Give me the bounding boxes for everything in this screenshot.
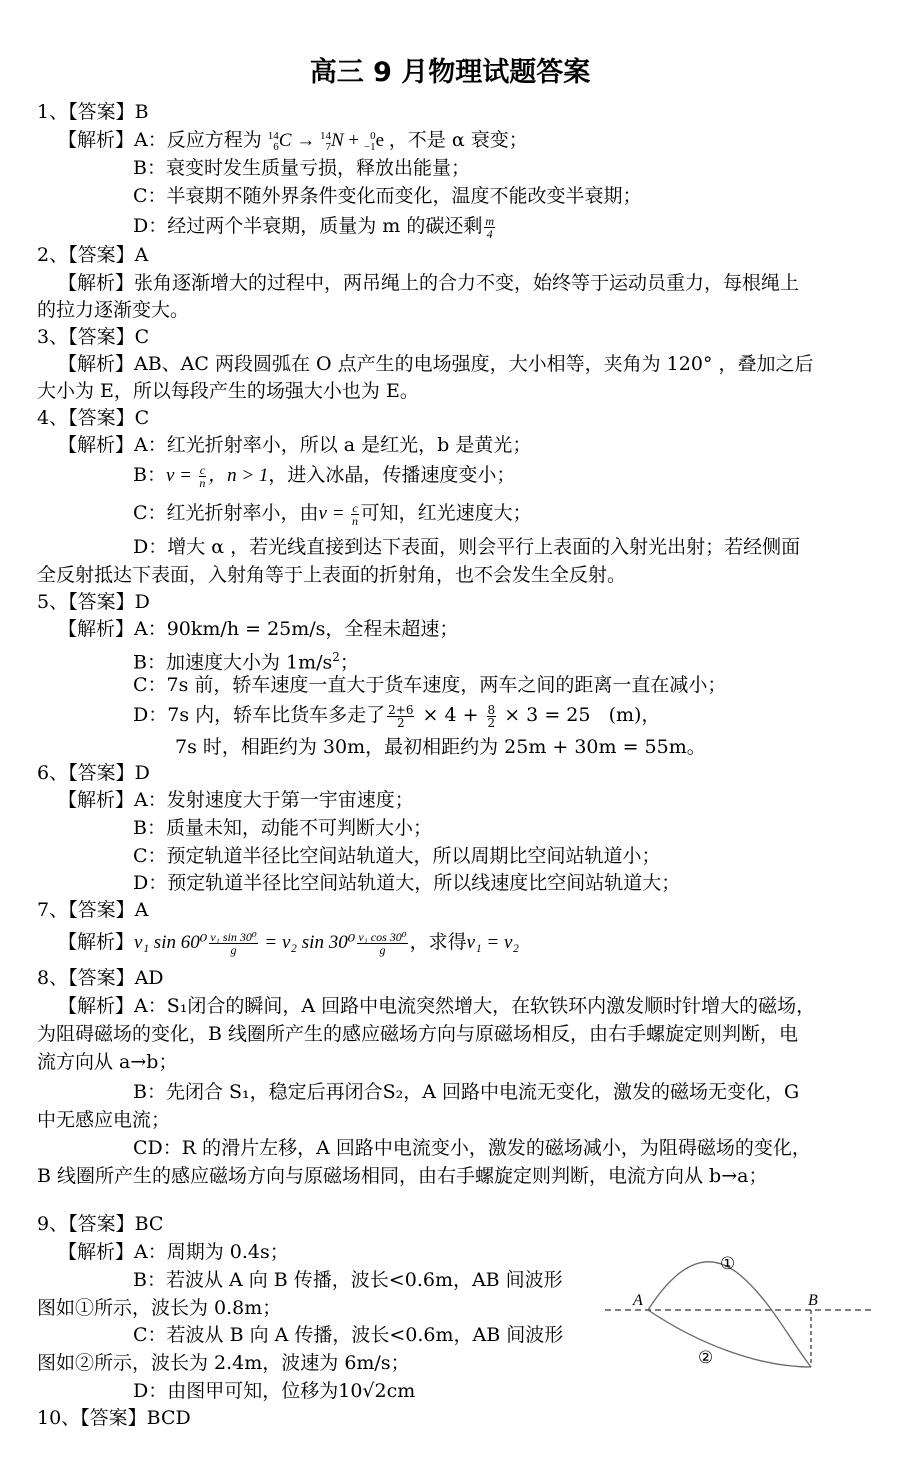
q5-explanation-d2: 7s 时，相距约为 30m，最初相距约为 25m + 30m = 55m。: [175, 736, 706, 758]
q10-answer: 10、【答案】BCD: [37, 1407, 191, 1429]
q6-explanation-b: B：质量未知，动能不可判断大小；: [133, 817, 432, 839]
q8-explanation-3: 流方向从 a→b；: [37, 1051, 178, 1073]
q8-explanation-b2: 中无感应电流；: [37, 1109, 171, 1131]
q8-explanation-1: 【解析】A：S₁闭合的瞬间，A 回路中电流突然增大，在软铁环内激发顺时针增大的磁场，: [58, 995, 816, 1017]
q9-explanation-b1: B：若波从 A 向 B 传播，波长<0.6m，AB 间波形: [133, 1269, 563, 1291]
q6-explanation-d: D：预定轨道半径比空间站轨道大，所以线速度比空间站轨道大；: [133, 872, 681, 894]
q9-answer: 9、【答案】BC: [37, 1213, 164, 1235]
q4-explanation-d1: D：增大 α ，若光线直接到达下表面，则会平行上表面的入射光出射；若经侧面: [133, 536, 801, 558]
nuclear-equation: 14 6 C → 14 7 N + 0 −1 e: [267, 129, 385, 153]
q8-explanation-cd1: CD：R 的滑片左移，A 回路中电流变小，激发的磁场减小，为阻碍磁场的变化，: [133, 1137, 811, 1159]
q7-answer: 7、【答案】A: [37, 899, 149, 921]
q1-explanation-b: B：衰变时发生质量亏损，释放出能量；: [133, 157, 470, 179]
q5-explanation-d: D：7s 内，轿车比货车多走了 $\frac{2+6}{2}$ × 4 + $\frac{8}{2}$ × 3 = 25 (m)，: [133, 702, 661, 730]
q1-explanation-a: 【解析】A：反应方程为 14 6 C → 14 7 N + 0 −1 e ，不是 α 衰变；: [58, 129, 528, 153]
q4-explanation-d2: 全反射抵达下表面，入射角等于上表面的折射角，也不会发生全反射。: [37, 564, 627, 586]
q7-explanation: 【解析】v₁ sin 60⁰ $\frac{\text{v₁ sin 30⁰}}{g}$ = v₂ sin 30⁰ $\frac{\text{v₁ cos 30⁰}}{g}$ ，求得v₁ = v₂: [58, 929, 520, 957]
q9-explanation-d: D：由图甲可知，位移为10√2cm: [133, 1380, 416, 1402]
curve-1-label: ①: [720, 1254, 736, 1274]
q4-explanation-b: B：v = $\frac{c}{n}$ ，n > 1，进入冰晶，传播速度变小；: [133, 462, 516, 490]
q8-explanation-b1: B：先闭合 S₁，稳定后再闭合S₂，A 回路中电流无变化，激发的磁场无变化，G: [133, 1081, 800, 1103]
q4-explanation-c: C：红光折射率小，由v = $\frac{c}{n}$ 可知，红光速度大；: [133, 500, 532, 528]
q3-answer: 3、【答案】C: [37, 326, 150, 348]
q4-explanation-a: 【解析】A：红光折射率小，所以 a 是红光，b 是黄光；: [58, 434, 532, 456]
q9-explanation-c2: 图如②所示，波长为 2.4m，波速为 6m/s；: [37, 1352, 410, 1374]
q5-answer: 5、【答案】D: [37, 591, 150, 613]
q5-explanation-a: 【解析】A：90km/h = 25m/s，全程未超速；: [58, 618, 459, 640]
q2-explanation-1: 【解析】张角逐渐增大的过程中，两吊绳上的合力不变，始终等于运动员重力，每根绳上: [58, 272, 800, 294]
wave-curve-2: [648, 1310, 811, 1367]
q3-explanation-1: 【解析】AB、AC 两段圆弧在 O 点产生的电场强度，大小相等，夹角为 120° ，叠加之后: [58, 353, 814, 375]
q9-explanation-b2: 图如①所示，波长为 0.8m；: [37, 1297, 282, 1319]
q4-answer: 4、【答案】C: [37, 407, 150, 429]
q6-explanation-c: C：预定轨道半径比空间站轨道大，所以周期比空间站轨道小；: [133, 845, 661, 867]
q2-answer: 2、【答案】A: [37, 244, 149, 266]
page-title: 高三 9 月物理试题答案: [309, 57, 591, 88]
q3-explanation-2: 大小为 E，所以每段产生的场强大小也为 E。: [37, 380, 419, 402]
q5-explanation-c: C：7s 前，轿车速度一直大于货车速度，两车之间的距离一直在减小；: [133, 674, 727, 696]
q2-explanation-2: 的拉力逐渐变大。: [37, 299, 190, 321]
point-b-label: B: [808, 1292, 818, 1309]
q8-explanation-2: 为阻碍磁场的变化，B 线圈所产生的感应磁场方向与原磁场相反，由右手螺旋定则判断，电: [37, 1023, 799, 1045]
q9-explanation-a: 【解析】A：周期为 0.4s；: [58, 1241, 289, 1263]
curve-2-label: ②: [698, 1348, 714, 1368]
q1-answer: 1、【答案】B: [37, 101, 149, 123]
wave-diagram: [600, 1245, 880, 1385]
q8-explanation-cd2: B 线圈所产生的感应磁场方向与原磁场相同，由右手螺旋定则判断，电流方向从 b→a；: [37, 1165, 768, 1187]
q8-answer: 8、【答案】AD: [37, 967, 164, 989]
q1-explanation-d: D：经过两个半衰期，质量为 m 的碳还剩 $\frac{m}{4}$: [133, 213, 495, 241]
q9-explanation-c1: C：若波从 B 向 A 传播，波长<0.6m，AB 间波形: [133, 1324, 564, 1346]
q6-explanation-a: 【解析】A：发射速度大于第一宇宙速度；: [58, 789, 414, 811]
q6-answer: 6、【答案】D: [37, 762, 150, 784]
q1-explanation-c: C：半衰期不随外界条件变化而变化，温度不能改变半衰期；: [133, 185, 642, 207]
q5-explanation-b: B：加速度大小为 $1m/s^2$；: [133, 650, 359, 674]
point-a-label: A: [633, 1292, 643, 1309]
